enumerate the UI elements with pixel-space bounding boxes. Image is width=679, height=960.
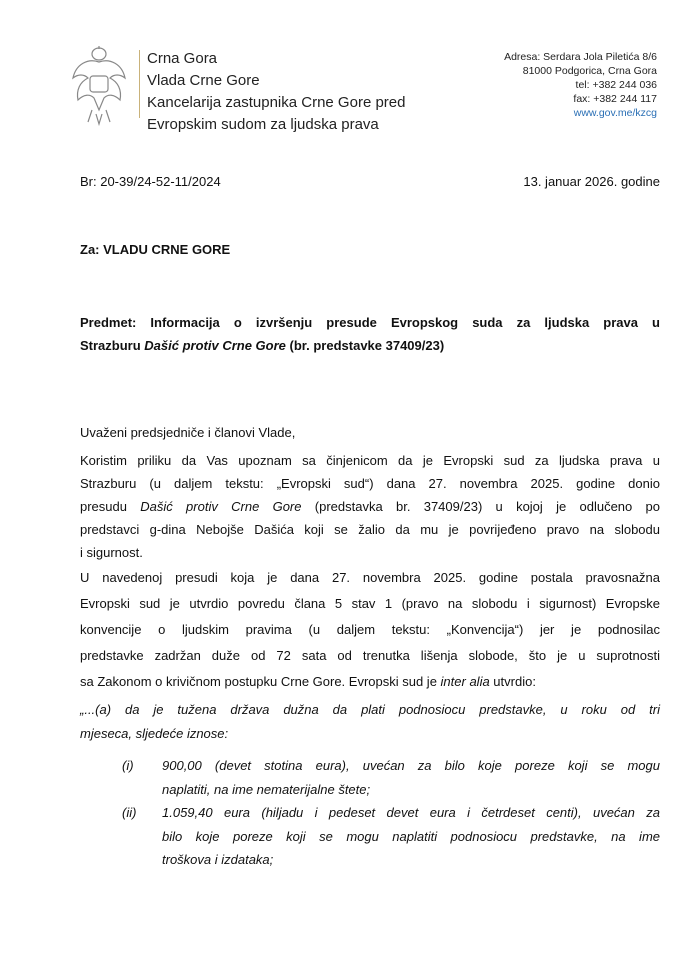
- text: sa Zakonom o krivičnom postupku Crne Gore. Evropski sud je: [80, 674, 441, 689]
- item-marker: (ii): [122, 805, 137, 820]
- letterhead-divider: [139, 50, 140, 118]
- coat-of-arms-logo: [70, 44, 128, 126]
- address-city: 81000 Podgorica, Crna Gora: [522, 65, 657, 77]
- p1-line: Koristim priliku da Vas upoznam sa činjenicom da je Evropski sud za ljudska prava u: [80, 453, 660, 468]
- salutation: Uvaženi predsjedniče i članovi Vlade,: [80, 425, 296, 440]
- website-link[interactable]: www.gov.me/kzcg: [573, 107, 657, 119]
- subject-line-2: [80, 338, 660, 354]
- item-line: troškova i izdataka;: [162, 852, 274, 867]
- p1-line: i sigurnost.: [80, 545, 143, 560]
- subject-text: Strazburu: [80, 338, 145, 353]
- item-line: naplatiti, na ime nematerijalne štete;: [162, 782, 371, 797]
- case-name: Dašić protiv Crne Gore: [140, 499, 302, 514]
- address-fax: fax: +382 244 117: [573, 93, 657, 105]
- p1-line: Strazburu (u daljem tekstu: „Evropski sud“) dana 27. novembra 2025. godine donio: [80, 476, 660, 491]
- subject-line-1: Predmet: Informacija o izvršenju presude Evropskog suda za ljudska prava u: [80, 315, 660, 330]
- p2-line: Evropski sud je utvrdio povredu člana 5 stav 1 (pravo na slobodu i sigurnost) Evropske: [80, 596, 660, 611]
- text: utvrdio:: [489, 674, 536, 689]
- p2-line: predstavke zadržan duže od 72 sata od trenutka lišenja slobode, što je u suprotnosti: [80, 648, 660, 663]
- latin-phrase: inter alia: [440, 674, 490, 689]
- p2-line: [80, 674, 660, 690]
- org-country: Crna Gora: [147, 50, 218, 67]
- quote-line: „...(a) da je tužena država dužna da plati podnosiocu predstavke, u roku od tri: [80, 702, 660, 717]
- p2-line: U navedenoj presudi koja je dana 27. novembra 2025. godine postala pravosnažna: [80, 570, 660, 585]
- org-office: Kancelarija zastupnika Crne Gore pred: [147, 94, 406, 111]
- case-name: Dašić protiv Crne Gore: [144, 338, 286, 353]
- p1-line: predstavci g-dina Nebojše Dašića koji se žalio da mu je povrijeđeno pravo na slobodu: [80, 522, 660, 537]
- reference-number: Br: 20-39/24-52-11/2024: [80, 174, 221, 189]
- address-tel: tel: +382 244 036: [575, 79, 657, 91]
- item-line: 900,00 (devet stotina eura), uvećan za bilo koje poreze koji se mogu: [162, 758, 660, 773]
- item-line: bilo koje poreze koji se mogu naplatiti podnosiocu predstavke, na ime: [162, 829, 660, 844]
- text: presudu: [80, 499, 141, 514]
- p1-line: [80, 499, 660, 515]
- text: (predstavka br. 37409/23) u kojoj je odlučeno po: [301, 499, 660, 514]
- subject-text: (br. predstavke 37409/23): [285, 338, 445, 353]
- quote-line: mjeseca, sljedeće iznose:: [80, 726, 229, 741]
- document-date: 13. januar 2026. godine: [523, 174, 660, 189]
- item-line: 1.059,40 eura (hiljadu i pedeset devet eura i četrdeset centi), uvećan za: [162, 805, 660, 820]
- org-office-cont: Evropskim sudom za ljudska prava: [147, 116, 379, 133]
- p2-line: konvencije o ljudskim pravima (u daljem tekstu: „Konvencija“) jer je podnosilac: [80, 622, 660, 637]
- item-marker: (i): [122, 758, 134, 773]
- org-government: Vlada Crne Gore: [147, 72, 260, 89]
- recipient: Za: VLADU CRNE GORE: [80, 242, 231, 257]
- address-street: Adresa: Serdara Jola Piletića 8/6: [504, 51, 657, 63]
